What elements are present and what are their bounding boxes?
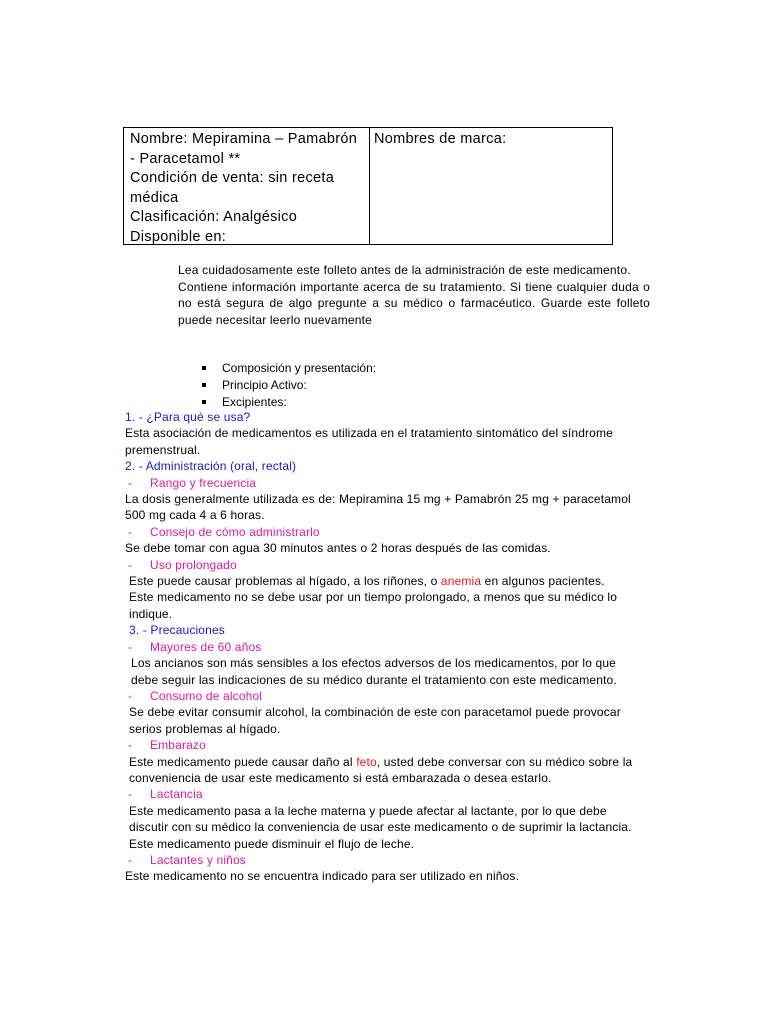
subheading-uso-prolongado bbox=[125, 557, 660, 573]
text-run: en algunos pacientes. bbox=[481, 574, 605, 589]
intro-paragraph-1: Lea cuidadosamente este folleto antes de la administración de este medicamento. bbox=[178, 263, 631, 277]
highlight-anemia: anemia bbox=[440, 574, 482, 589]
sale-condition-line: Condición de venta: sin receta bbox=[130, 170, 335, 186]
drug-info-left-cell bbox=[124, 128, 370, 244]
section-text: 500 mg cada 4 a 6 horas. bbox=[125, 508, 265, 523]
dash-marker: - bbox=[128, 524, 133, 539]
section-text: Los ancianos son más sensibles a los efectos adversos de los medicamentos, por lo que bbox=[131, 656, 617, 671]
section-text: Este medicamento no se encuentra indicado para ser utilizado en niños. bbox=[125, 869, 520, 884]
subheading-rango bbox=[125, 475, 660, 491]
availability-line: Disponible en: bbox=[130, 228, 227, 245]
list-item: Composición y presentación: bbox=[200, 360, 500, 377]
subheading-lactantes-ninos bbox=[125, 852, 660, 868]
section-text: premenstrual. bbox=[125, 442, 201, 457]
subheading-mayores bbox=[125, 639, 660, 655]
intro-text bbox=[178, 262, 650, 328]
list-item: Excipientes: bbox=[200, 394, 500, 411]
highlight-feto: feto bbox=[356, 754, 377, 769]
subheading-embarazo bbox=[125, 737, 660, 753]
subheading-label: Embarazo bbox=[150, 738, 206, 753]
classification-line: Clasificación: Analgésico bbox=[130, 209, 298, 225]
brand-names-cell bbox=[370, 128, 612, 244]
section-text bbox=[125, 573, 660, 589]
subheading-label: Lactancia bbox=[150, 787, 203, 802]
subheading-alcohol bbox=[125, 688, 660, 704]
section-text: Este medicamento puede disminuir el flujo de leche. bbox=[129, 836, 415, 851]
brand-names-label: Nombres de marca: bbox=[374, 131, 507, 147]
section-text: Se debe tomar con agua 30 minutos antes o 2 horas después de las comidas. bbox=[125, 541, 551, 556]
intro-paragraph-2: Contiene información importante acerca de su tratamiento. Si tiene cualquier duda o no está segura de algo pregunte a su médico o farmacéutico. Guarde este folleto puede necesitar leerlo nuevamente bbox=[178, 279, 650, 327]
subheading-label: Consejo de cómo administrarlo bbox=[150, 524, 320, 539]
composition-list bbox=[200, 360, 500, 411]
section-heading-precauciones: 3. - Precauciones bbox=[129, 623, 225, 638]
dash-marker: - bbox=[128, 787, 133, 802]
section-heading-uso: 1. - ¿Para qué se usa? bbox=[125, 410, 251, 424]
leaflet-body bbox=[125, 409, 660, 885]
section-text: Este medicamento pasa a la leche materna y puede afectar al lactante, por lo que debe bbox=[129, 803, 607, 818]
drug-info-table bbox=[123, 127, 613, 245]
section-text: serios problemas al hígado. bbox=[129, 721, 281, 736]
dash-marker: - bbox=[128, 475, 133, 490]
dash-marker: - bbox=[128, 557, 133, 572]
text-run: Este puede causar problemas al hígado, a los riñones, o bbox=[129, 574, 441, 589]
subheading-lactancia bbox=[125, 786, 660, 802]
subheading-label: Consumo de alcohol bbox=[150, 688, 263, 703]
section-text: indique. bbox=[129, 606, 173, 621]
drug-name-line: Nombre: Mepiramina – Pamabrón bbox=[130, 131, 358, 147]
section-text: Se debe evitar consumir alcohol, la combinación de este con paracetamol puede provocar bbox=[129, 705, 621, 720]
section-text: debe seguir las indicaciones de su médico durante el tratamiento con este medicamento. bbox=[131, 672, 617, 687]
section-text: discutir con su médico la conveniencia de usar este medicamento o de suprimir la lactancia. bbox=[129, 820, 632, 835]
section-text: Este medicamento no se debe usar por un tiempo prolongado, a menos que su médico lo bbox=[129, 590, 618, 605]
dash-marker: - bbox=[128, 688, 133, 703]
section-text: La dosis generalmente utilizada es de: Mepiramina 15 mg + Pamabrón 25 mg + paracetamol bbox=[125, 492, 631, 507]
section-text: Esta asociación de medicamentos es utilizada en el tratamiento sintomático del síndrome bbox=[125, 426, 613, 441]
sale-condition-line-cont: médica bbox=[130, 189, 179, 206]
dash-marker: - bbox=[128, 852, 133, 867]
subheading-label: Lactantes y niños bbox=[150, 852, 246, 867]
section-text bbox=[125, 754, 660, 770]
dash-marker: - bbox=[128, 639, 133, 654]
subheading-label: Mayores de 60 años bbox=[150, 639, 262, 654]
subheading-label: Uso prolongado bbox=[150, 557, 237, 572]
subheading-consejo bbox=[125, 524, 660, 540]
section-text: conveniencia de usar este medicamento si está embarazada o desea estarlo. bbox=[129, 770, 552, 785]
drug-name-line-cont: - Paracetamol ** bbox=[130, 150, 241, 167]
dash-marker: - bbox=[128, 738, 133, 753]
text-run: , usted debe conversar con su médico sobre la bbox=[376, 754, 633, 769]
subheading-label: Rango y frecuencia bbox=[150, 475, 257, 490]
section-heading-administracion: 2. - Administración (oral, rectal) bbox=[125, 459, 297, 474]
text-run: Este medicamento puede causar daño al bbox=[129, 754, 357, 769]
list-item: Principio Activo: bbox=[200, 377, 500, 394]
